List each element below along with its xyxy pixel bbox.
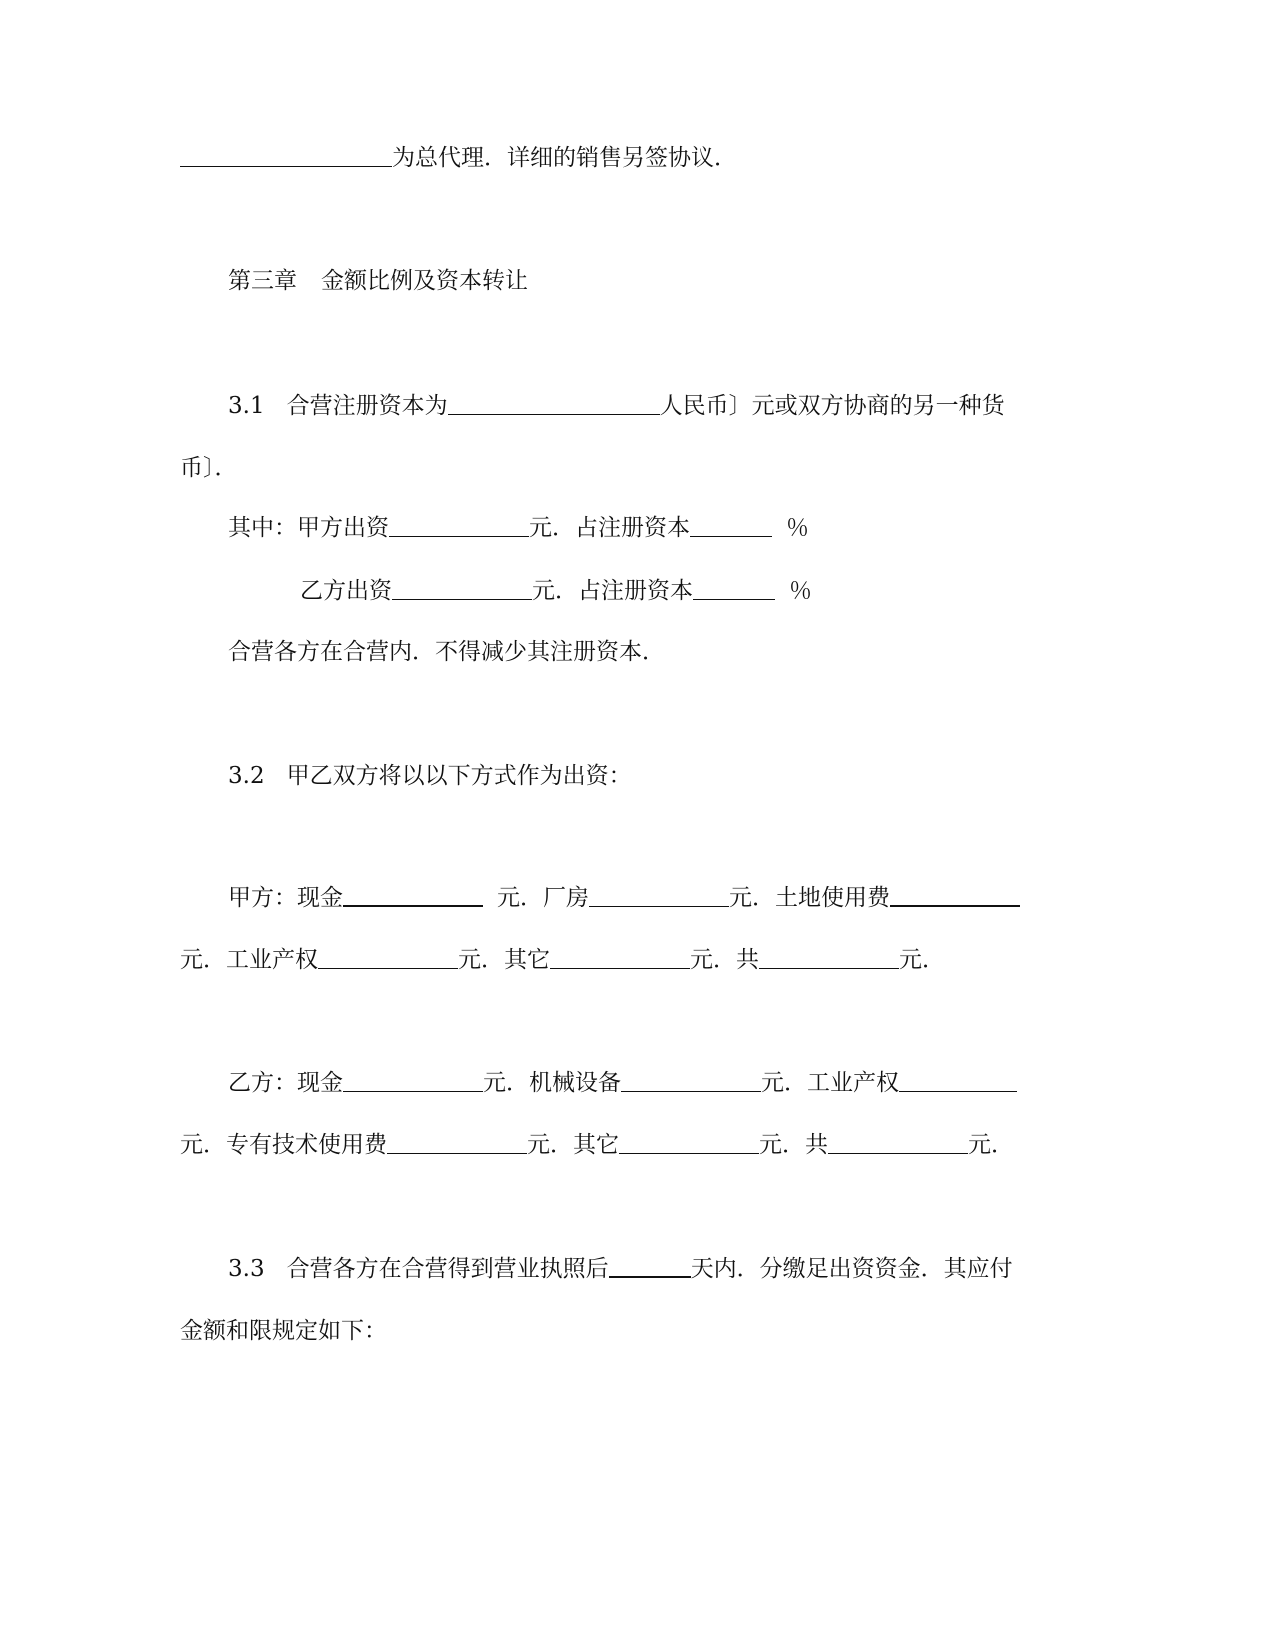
party-a-plant-blank[interactable] bbox=[589, 884, 729, 907]
party-a-percent-blank[interactable] bbox=[690, 514, 772, 537]
registered-capital-blank[interactable] bbox=[448, 392, 660, 415]
chapter-title: 金额比例及资本转让 bbox=[321, 268, 528, 294]
chapter-number: 第三章 bbox=[228, 268, 297, 294]
clause-3-1-post: 人民币〕元或双方协商的另一种货 bbox=[659, 393, 1005, 419]
party-a-amount-blank[interactable] bbox=[389, 514, 529, 537]
party-b-ip-label: 元．工业产权 bbox=[761, 1070, 899, 1096]
party-b-other-label: 元．其它 bbox=[527, 1132, 619, 1158]
party-b-total-label: 元．共 bbox=[759, 1132, 828, 1158]
agent-line bbox=[180, 143, 737, 173]
clause-3-3-pre: 合营各方在合营得到营业执照后 bbox=[286, 1256, 609, 1282]
party-a-percent-sign: ％ bbox=[786, 515, 809, 541]
party-a-cash-blank[interactable] bbox=[343, 883, 483, 907]
party-a-total-label: 元．共 bbox=[690, 947, 759, 973]
clause-3-2 bbox=[228, 761, 632, 791]
party-b-other-blank[interactable] bbox=[619, 1131, 759, 1154]
party-b-share-label: 乙方出资 bbox=[300, 578, 392, 604]
party-a-cash-label: 甲方：现金 bbox=[228, 885, 343, 911]
party-b-contrib-line-1 bbox=[228, 1068, 1017, 1098]
party-b-amount-blank[interactable] bbox=[392, 577, 532, 600]
party-a-total-blank[interactable] bbox=[759, 946, 899, 969]
party-b-machinery-label: 元．机械设备 bbox=[483, 1070, 621, 1096]
party-a-contrib-line-1 bbox=[228, 883, 1020, 913]
party-a-other-label: 元．其它 bbox=[458, 947, 550, 973]
party-b-knowhow-blank[interactable] bbox=[387, 1131, 527, 1154]
clause-3-2-number: 3.2 bbox=[228, 763, 265, 789]
party-a-unit-text: 元．占注册资本 bbox=[529, 515, 690, 541]
clause-3-1 bbox=[228, 391, 1005, 421]
party-b-share-line bbox=[300, 576, 812, 606]
party-b-total-blank[interactable] bbox=[828, 1131, 968, 1154]
clause-3-3-number: 3.3 bbox=[228, 1256, 265, 1282]
clause-3-3-post: 天内．分缴足出资资金．其应付 bbox=[690, 1256, 1013, 1282]
agent-text: 为总代理．详细的销售另签协议． bbox=[392, 145, 737, 171]
party-b-cash-label: 乙方：现金 bbox=[228, 1070, 343, 1096]
no-reduce-line bbox=[228, 637, 665, 667]
party-a-ip-blank[interactable] bbox=[318, 946, 458, 969]
party-b-cash-blank[interactable] bbox=[343, 1069, 483, 1092]
clause-3-3-continued bbox=[180, 1316, 387, 1346]
party-a-land-label: 元．土地使用费 bbox=[729, 885, 890, 911]
party-a-other-blank[interactable] bbox=[550, 946, 690, 969]
clause-3-3-cont-text: 金额和限规定如下： bbox=[180, 1318, 387, 1344]
party-a-ip-label: 元．工业产权 bbox=[180, 947, 318, 973]
clause-3-1-continued bbox=[180, 453, 238, 483]
party-a-plant-label: 元．厂房 bbox=[497, 885, 589, 911]
party-b-machinery-blank[interactable] bbox=[621, 1069, 761, 1092]
party-b-knowhow-label: 元．专有技术使用费 bbox=[180, 1132, 387, 1158]
party-b-percent-blank[interactable] bbox=[693, 577, 775, 600]
party-b-percent-sign: ％ bbox=[789, 578, 812, 604]
party-a-total-unit: 元． bbox=[899, 947, 945, 973]
clause-3-2-text: 甲乙双方将以以下方式作为出资： bbox=[286, 763, 632, 789]
agent-blank[interactable] bbox=[180, 144, 392, 167]
party-b-total-unit: 元． bbox=[968, 1132, 1014, 1158]
clause-3-1-pre: 合营注册资本为 bbox=[286, 393, 448, 419]
no-reduce-text: 合营各方在合营内．不得减少其注册资本． bbox=[228, 639, 665, 665]
days-blank[interactable] bbox=[609, 1254, 691, 1278]
clause-3-1-number: 3.1 bbox=[228, 393, 265, 419]
clause-3-1-cont-text: 币〕． bbox=[180, 455, 238, 481]
party-b-ip-blank[interactable] bbox=[899, 1069, 1017, 1092]
party-a-land-blank[interactable] bbox=[890, 883, 1020, 907]
party-a-share-line bbox=[228, 513, 809, 543]
party-a-contrib-line-2 bbox=[180, 945, 945, 975]
chapter-heading bbox=[228, 266, 528, 296]
party-b-contrib-line-2 bbox=[180, 1130, 1014, 1160]
clause-3-3 bbox=[228, 1254, 1013, 1284]
party-b-unit-text: 元．占注册资本 bbox=[532, 578, 693, 604]
party-a-share-label: 其中：甲方出资 bbox=[228, 515, 389, 541]
